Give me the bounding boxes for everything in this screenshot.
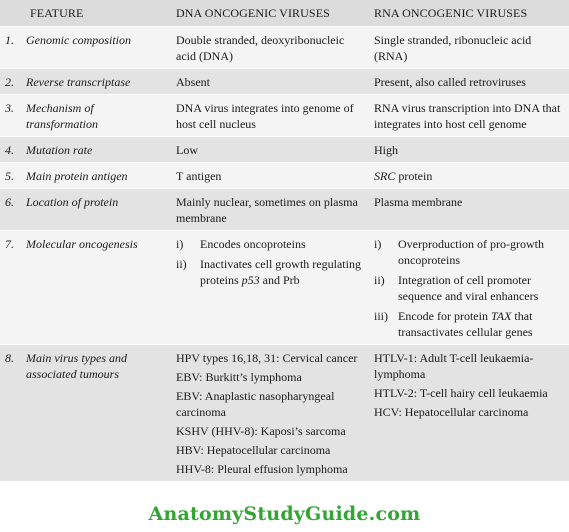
list-item-text: Encodes oncoproteins bbox=[200, 237, 306, 251]
feature-cell: Mutation rate bbox=[24, 137, 172, 163]
dna-cell: DNA virus integrates into genome of host cell nucleus bbox=[172, 95, 370, 137]
row-number: 2. bbox=[0, 69, 24, 95]
dna-cell bbox=[172, 345, 370, 482]
list-item-text: Integration of cell promoter sequence and viral enhancers bbox=[398, 273, 539, 303]
virus-tumour-line: HCV: Hepatocellular carcinoma bbox=[374, 405, 529, 419]
rna-cell bbox=[370, 345, 569, 482]
dna-oncogenesis-list bbox=[176, 236, 366, 288]
dna-cell: Low bbox=[172, 137, 370, 163]
rna-cell bbox=[370, 231, 569, 345]
list-item-text: and Prb bbox=[259, 273, 300, 287]
table-row bbox=[0, 95, 569, 137]
table-row bbox=[0, 345, 569, 482]
list-item-italic-term: TAX bbox=[490, 309, 512, 323]
rna-italic-term: SRC bbox=[374, 169, 396, 183]
virus-tumour-line: EBV: Anaplastic nasopharyngeal carcinoma bbox=[176, 389, 335, 419]
virus-tumour-line: HHV-8: Pleural effusion lymphoma bbox=[176, 462, 348, 476]
feature-cell: Genomic composition bbox=[24, 27, 172, 69]
feature-cell: Main protein antigen bbox=[24, 163, 172, 189]
list-item-text: that transactivates cellular genes bbox=[398, 309, 533, 339]
row-number: 4. bbox=[0, 137, 24, 163]
list-item-text: Overproduction of pro-growth oncoproteins bbox=[398, 237, 544, 267]
rna-text: protein bbox=[395, 169, 433, 183]
feature-cell: Reverse transcriptase bbox=[24, 69, 172, 95]
list-item bbox=[374, 236, 565, 268]
virus-tumour-line: HBV: Hepatocellular carcinoma bbox=[176, 443, 331, 457]
feature-cell: Molecular oncogenesis bbox=[24, 231, 172, 345]
list-item-text: Encode for protein bbox=[398, 309, 491, 323]
rna-cell: High bbox=[370, 137, 569, 163]
row-number: 7. bbox=[0, 231, 24, 345]
virus-tumour-line: KSHV (HHV-8): Kaposi’s sarcoma bbox=[176, 424, 346, 438]
header-feature: FEATURE bbox=[0, 0, 172, 27]
rna-oncogenesis-list bbox=[374, 236, 565, 340]
list-marker: i) bbox=[176, 237, 184, 251]
virus-tumour-line: HPV types 16,18, 31: Cervical cancer bbox=[176, 351, 358, 365]
list-marker: i) bbox=[374, 237, 382, 251]
rna-cell: Single stranded, ribonucleic acid (RNA) bbox=[370, 27, 569, 69]
rna-cell: RNA virus transcription into DNA that integrates into host cell genome bbox=[370, 95, 569, 137]
rna-cell: Present, also called retroviruses bbox=[370, 69, 569, 95]
list-marker: iii) bbox=[374, 309, 388, 323]
virus-tumour-line: HTLV-1: Adult T-cell leukaemia-lymphoma bbox=[374, 351, 534, 381]
list-item bbox=[374, 308, 565, 340]
site-watermark: AnatomyStudyGuide.com bbox=[148, 503, 421, 525]
list-marker: ii) bbox=[374, 273, 385, 287]
dna-cell: T antigen bbox=[172, 163, 370, 189]
feature-cell: Main virus types and associated tumours bbox=[24, 345, 172, 482]
list-item-italic-term: p53 bbox=[241, 273, 260, 287]
row-number: 8. bbox=[0, 345, 24, 482]
row-number: 6. bbox=[0, 189, 24, 231]
row-number: 5. bbox=[0, 163, 24, 189]
list-item-text: Inactivates cell growth regulating proteins bbox=[200, 257, 361, 287]
dna-cell: Mainly nuclear, sometimes on plasma membrane bbox=[172, 189, 370, 231]
virus-tumour-line: EBV: Burkitt’s lymphoma bbox=[176, 370, 302, 384]
feature-cell: Location of protein bbox=[24, 189, 172, 231]
dna-cell: Absent bbox=[172, 69, 370, 95]
header-dna-viruses: DNA ONCOGENIC VIRUSES bbox=[172, 0, 370, 27]
rna-cell: Plasma membrane bbox=[370, 189, 569, 231]
table-row bbox=[0, 27, 569, 69]
header-rna-viruses: RNA ONCOGENIC VIRUSES bbox=[370, 0, 569, 27]
table-row bbox=[0, 69, 569, 95]
header-row bbox=[0, 0, 569, 27]
list-item bbox=[374, 272, 565, 304]
dna-cell: Double stranded, deoxyribonucleic acid (DNA) bbox=[172, 27, 370, 69]
virus-tumour-line: HTLV-2: T-cell hairy cell leukaemia bbox=[374, 386, 548, 400]
feature-cell: Mechanism of transformation bbox=[24, 95, 172, 137]
table-row bbox=[0, 137, 569, 163]
table-row bbox=[0, 189, 569, 231]
list-marker: ii) bbox=[176, 257, 187, 271]
list-item bbox=[176, 256, 366, 288]
row-number: 3. bbox=[0, 95, 24, 137]
rna-cell bbox=[370, 163, 569, 189]
table-row bbox=[0, 163, 569, 189]
list-item bbox=[176, 236, 366, 252]
row-number: 1. bbox=[0, 27, 24, 69]
dna-cell bbox=[172, 231, 370, 345]
table-row bbox=[0, 231, 569, 345]
